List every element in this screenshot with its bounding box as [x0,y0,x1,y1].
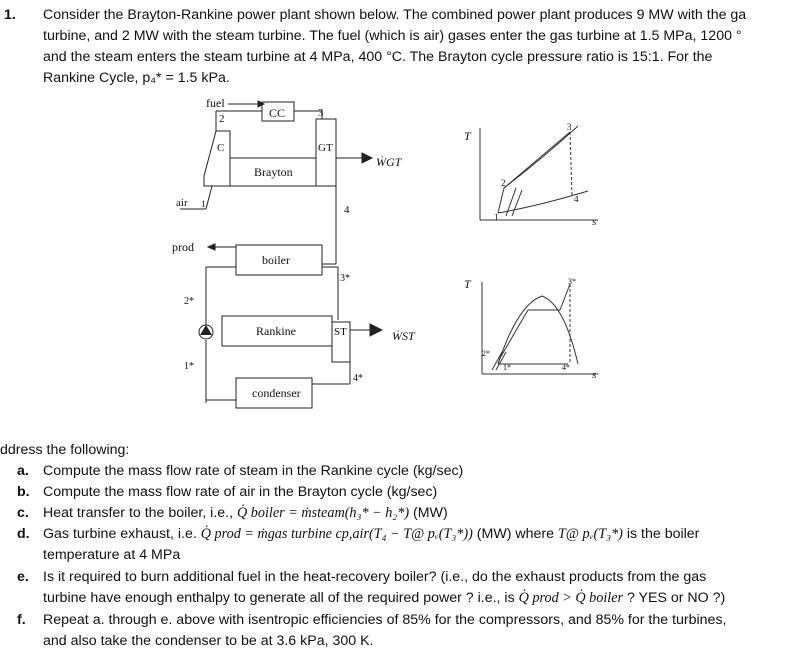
item-c-formula: Q̇ boiler = ṁsteam(h₃* − h₂*) [237,505,410,521]
item-d-prefix: Gas turbine exhaust, i.e. [43,526,201,542]
item-a-label: a. [17,463,29,479]
item-e-text2a: turbine have enough enthalpy to generate all of the required power ? i.e., is [43,590,519,606]
ts-top-point-2: 2 [501,178,506,188]
item-f-text2: and also take the condenser to be at 3.6 kPa, 300 K. [43,633,374,649]
fuel-label: fuel [206,96,225,110]
state-1-label: 1 [201,199,206,209]
state-1s-label: 1* [184,361,194,372]
problem-number: 1. [4,7,16,23]
compressor-shape [204,131,230,186]
item-f-text: Repeat a. through e. above with isentropic efficiencies of 85% for the compressors, and 85% for the turbines, [43,612,727,628]
cc-label: CC [269,106,286,120]
steam-turbine-label: ST [334,326,347,338]
item-c-line [43,504,448,523]
problem-line-1: Consider the Brayton-Rankine power plant shown below. The combined power plant produces 9 MW with the ga [43,7,747,23]
item-d-formula2: T@ pᵥ(T₃*) [557,526,623,542]
ts-diagram-rankine [464,274,600,384]
ts-top-point-4: 4 [574,194,579,204]
rankine-label: Rankine [256,324,296,338]
ts-bottom-point-3: 3* [568,277,576,286]
item-b-text: Compute the mass flow rate of air in the Brayton cycle (kg/sec) [43,484,438,500]
item-a-text: Compute the mass flow rate of steam in the Rankine cycle (kg/sec) [43,463,464,479]
state-2-label: 2 [219,113,225,125]
w-gt-label: ẆGT [376,155,402,169]
w-st-label: ẆST [392,329,415,343]
brayton-label: Brayton [254,165,293,179]
plant-schematic [170,92,440,412]
item-e-formula: Q̇ prod > Q̇ boiler [518,590,624,606]
compressor-label: C [217,142,225,154]
ts-bottom-point-4: 4* [562,363,570,372]
address-heading: ddress the following: [0,442,130,458]
problem-line-4: Rankine Cycle, p₄* = 1.5 kPa. [43,70,230,86]
condenser-label: condenser [252,386,301,400]
problem-line-2: turbine, and 2 MW with the steam turbine. The fuel (which is air) gases enter the gas turbine at 1.5 MPa, 1200 ° [43,28,742,44]
ts-top-t-label: T [464,129,471,143]
item-b-label: b. [17,484,30,500]
ts-bottom-t-label: T [464,277,471,291]
gas-turbine-label: GT [318,142,333,154]
air-label: air [176,197,188,209]
ts-top-s-label: s [592,216,597,228]
problem-line-3: and the steam enters the steam turbine at 4 MPa, 400 °C. The Brayton cycle pressure ratio is 15:1. For the [43,49,713,65]
boiler-label: boiler [262,253,290,267]
item-d-suffix: (MW) where [472,526,558,542]
item-f-label: f. [17,612,26,628]
item-c-suffix: (MW) [409,505,448,521]
item-d-formula: Q̇ prod = ṁgas turbine cp,air(T₄ − T@ pᵥ(T₃*)) [200,526,473,542]
state-2s-label: 2* [184,296,194,307]
ts-bottom-point-2: 2* [482,349,490,358]
item-e-text: Is it required to burn additional fuel in the heat-recovery boiler? (i.e., do the exhaust products from the gas [43,569,707,585]
item-d-continuation: temperature at 4 MPa [43,547,181,563]
ts-bottom-s-label: s [592,369,597,381]
item-e-line2 [43,589,725,608]
item-d-suffix2: is the boiler [622,526,700,542]
item-d-label: d. [17,526,30,542]
ts-diagram-brayton [464,118,600,230]
item-e-label: e. [17,569,29,585]
item-c-label: c. [17,505,29,521]
state-4s-label: 4* [353,373,363,384]
ts-bottom-point-1: 1* [503,363,511,372]
item-c-prefix: Heat transfer to the boiler, i.e., [43,505,237,521]
ts-top-point-3: 3 [567,122,572,132]
state-4-label: 4 [344,204,350,216]
ts-top-point-1: 1 [494,212,499,222]
state-3s-label: 3* [340,273,350,284]
item-d-line [43,525,699,544]
item-e-text2b: ? YES or NO ?) [623,590,726,606]
state-3-label: 3 [318,107,324,119]
prod-label: prod [172,240,194,254]
